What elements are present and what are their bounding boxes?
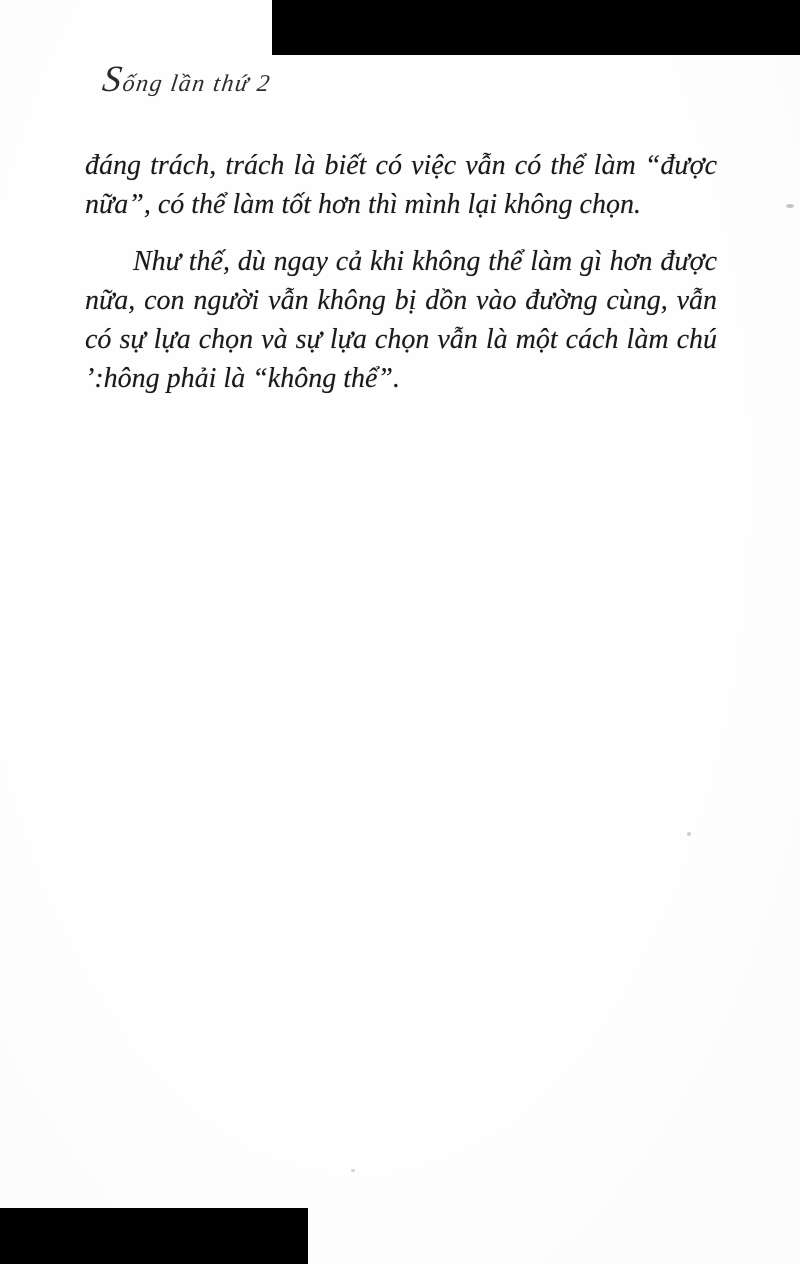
body-text-line: có sự lựa chọn và sự lựa chọn vẫn là một cách làm chú bbox=[85, 324, 717, 355]
scan-speck bbox=[687, 832, 691, 836]
body-text-line: Như thế, dù ngay cả khi không thể làm gì hơn được bbox=[133, 246, 717, 277]
scan-speck bbox=[786, 204, 794, 208]
scan-redaction-bar-bottom-left bbox=[0, 1208, 308, 1264]
body-text-line: nữa, con người vẫn không bị dồn vào đường cùng, vẫn bbox=[85, 285, 717, 316]
scan-speck bbox=[351, 1169, 355, 1172]
body-text-block bbox=[85, 146, 717, 398]
scan-redaction-bar-top-right bbox=[272, 0, 800, 55]
running-header-book-title: Sống lần thứ 2 bbox=[100, 59, 273, 100]
body-text-line: nữa”, có thể làm tốt hơn thì mình lại không chọn. bbox=[85, 189, 641, 220]
paragraph-2 bbox=[85, 242, 717, 398]
body-text-line: đáng trách, trách là biết có việc vẫn có thể làm “được bbox=[85, 150, 717, 181]
body-text-line: ’:hông phải là “không thể”. bbox=[85, 363, 400, 394]
paragraph-1 bbox=[85, 146, 717, 224]
